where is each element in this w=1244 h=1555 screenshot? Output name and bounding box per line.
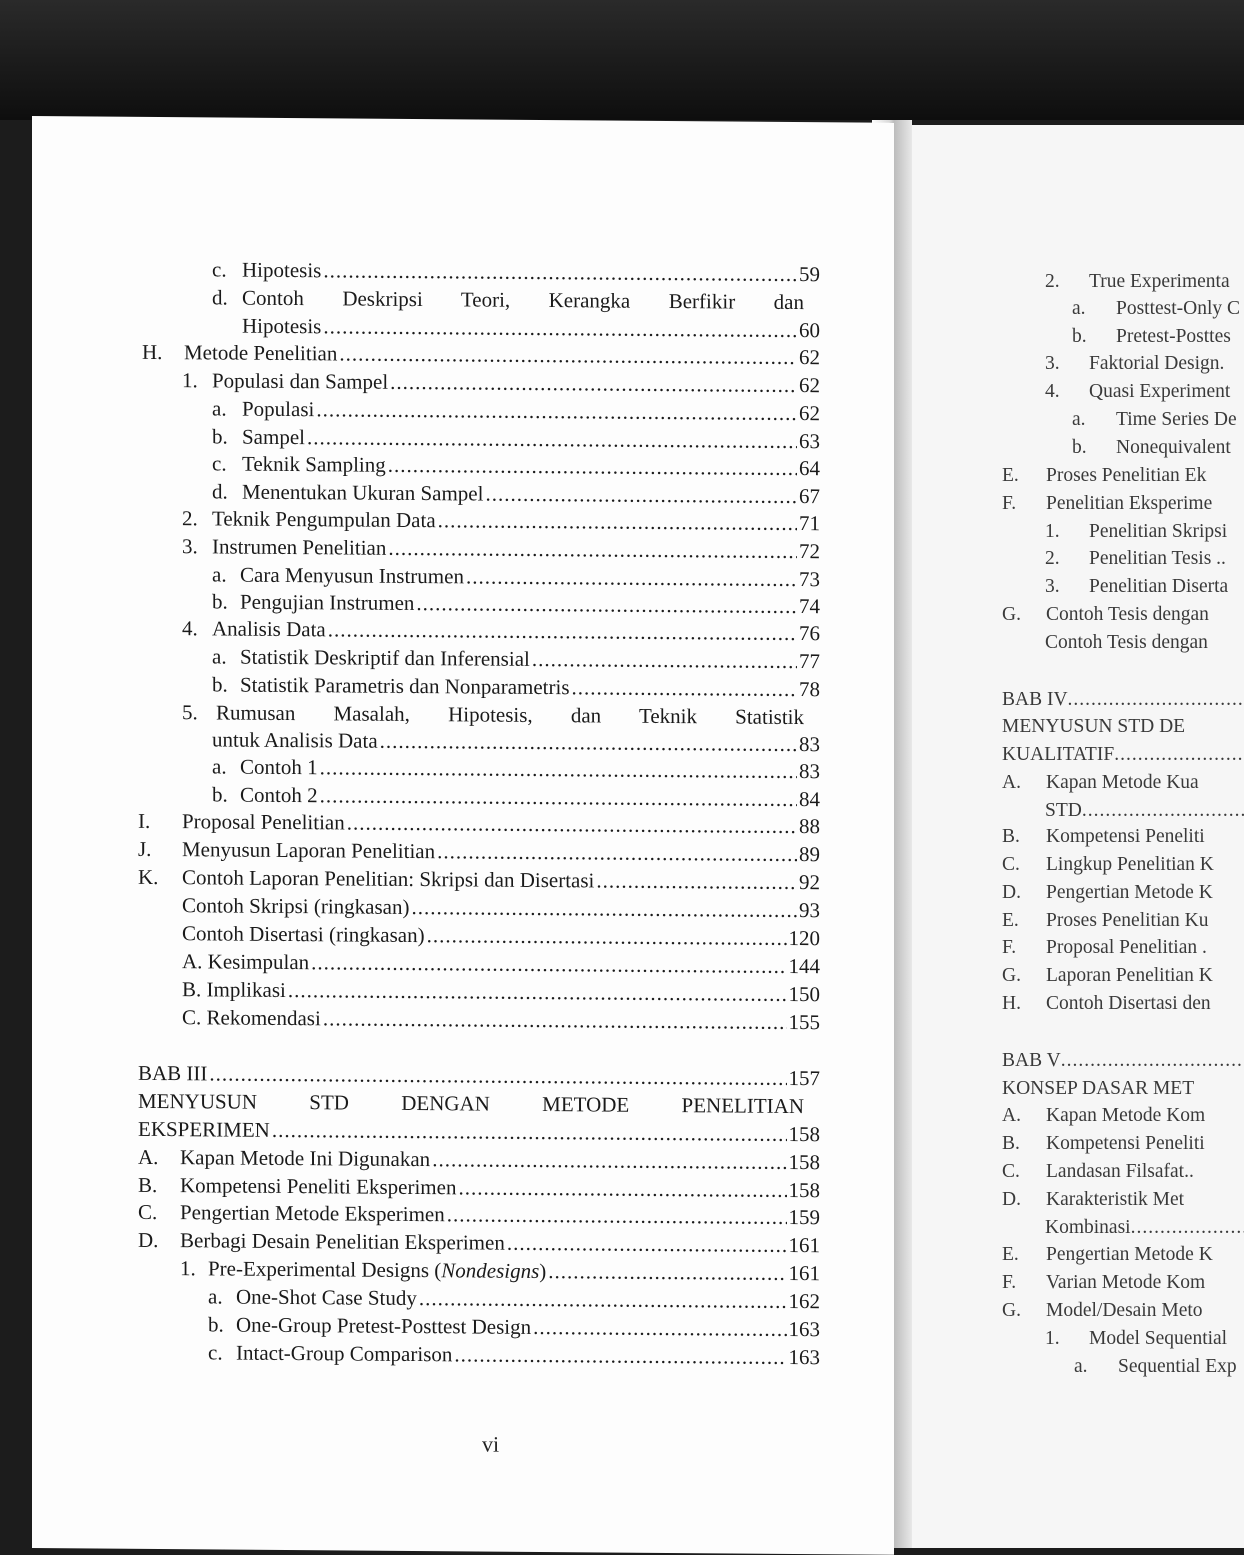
dot-leader: [437, 839, 797, 867]
toc-entry-label: B.: [138, 1173, 180, 1198]
toc-page-number: 72: [799, 539, 820, 564]
dot-leader: [447, 1202, 787, 1230]
toc-entry: [1002, 937, 1244, 965]
dot-leader: [532, 647, 797, 674]
toc-entry-label: 1.: [182, 368, 212, 393]
toc-entry: [1002, 1272, 1244, 1300]
toc-page-number: 158: [789, 1122, 821, 1147]
dot-leader: [1068, 689, 1244, 711]
toc-page-number: 64: [799, 456, 820, 481]
dot-leader: [458, 1175, 786, 1203]
toc-entry-title: Model/Desain Meto: [1046, 1300, 1203, 1322]
toc-entry-label: E.: [1002, 1244, 1046, 1266]
toc-entry-title: Model Sequential: [1089, 1328, 1227, 1350]
toc-entry: [1002, 772, 1244, 800]
toc-entry-title: True Experimenta: [1089, 271, 1230, 293]
toc-entry: [1002, 1133, 1244, 1161]
toc-entry: [1045, 1328, 1244, 1356]
dot-leader: [427, 923, 787, 951]
toc-entry-title: Pretest-Posttes: [1116, 326, 1231, 348]
toc-entry-title: Lingkup Penelitian K: [1046, 854, 1214, 876]
toc-entry: [1002, 744, 1244, 772]
toc-entry-title: Karakteristik Met: [1046, 1189, 1184, 1211]
toc-entry-title: Penelitian Eksperime: [1046, 493, 1212, 515]
toc-entry-title: BAB V: [1002, 1050, 1061, 1072]
toc-entry-title: Quasi Experiment: [1089, 381, 1230, 403]
toc-entry-label: A.: [1002, 772, 1046, 794]
toc-entry-label: a.: [1072, 298, 1116, 320]
toc-entry-title: Contoh Skripsi (ringkasan): [182, 893, 409, 920]
toc-entry-title: Contoh 2: [240, 783, 318, 809]
toc-entry: [1045, 800, 1244, 828]
toc-entry-label: 3.: [182, 534, 212, 559]
toc-page-number: 63: [799, 429, 820, 454]
dot-leader: [320, 783, 797, 812]
toc-page-number: 159: [789, 1205, 821, 1230]
scan-dark-background: [0, 0, 1244, 120]
toc-entry-label: b.: [1072, 326, 1116, 348]
dot-leader: [454, 1342, 786, 1370]
toc-entry-title: Kompetensi Peneliti Eksperimen: [180, 1173, 456, 1200]
toc-entry-label: D.: [1002, 882, 1046, 904]
toc-entry-label: J.: [138, 837, 182, 862]
toc-page-number: 120: [789, 926, 821, 951]
toc-entry-label: c.: [212, 451, 242, 476]
dot-leader: [416, 591, 797, 619]
toc-entry-label: 1.: [1045, 1328, 1089, 1350]
dot-leader: [438, 508, 797, 536]
toc-entry: [1002, 965, 1244, 993]
toc-page-number: 84: [799, 787, 820, 812]
toc-page-number: 77: [799, 649, 820, 674]
toc-page-number: 162: [789, 1289, 821, 1314]
toc-entry-label: F.: [1002, 493, 1046, 515]
toc-entry-label: 4.: [182, 616, 212, 641]
toc-entry-title: STD: [1045, 800, 1082, 822]
toc-entry-label: 3.: [1045, 576, 1089, 598]
dot-leader: [466, 564, 797, 592]
toc-entry-title: Analisis Data: [212, 616, 326, 642]
toc-entry-title: Penelitian Diserta: [1089, 576, 1228, 598]
toc-page-number: 163: [789, 1345, 821, 1370]
toc-entry-title: Contoh 1: [240, 755, 318, 781]
toc-page-number: 93: [799, 898, 820, 923]
toc-page-number: 83: [799, 759, 820, 784]
dot-leader: [419, 1286, 787, 1314]
toc-entry-title: Teknik Sampling: [242, 452, 386, 478]
left-page: [32, 116, 894, 1555]
dot-leader: [533, 1315, 786, 1342]
toc-entry-label: D.: [1002, 1189, 1046, 1211]
dot-leader: [323, 1006, 787, 1035]
toc-entry-label: C.: [138, 1200, 180, 1225]
dot-leader: [596, 868, 797, 895]
dot-leader: [323, 258, 797, 287]
toc-entry: [1002, 854, 1244, 882]
toc-entry-label: b.: [208, 1312, 236, 1337]
toc-entry: [1002, 689, 1244, 717]
page-number: vi: [482, 1432, 499, 1458]
dot-leader: [307, 425, 797, 454]
toc-entry-title: Populasi dan Sampel: [212, 368, 388, 394]
toc-entry-title: Rumusan Masalah, Hipotesis, dan Teknik Statistik: [216, 700, 804, 730]
dot-leader: [1114, 744, 1244, 766]
toc-entry-title: Hipotesis: [242, 314, 321, 340]
dot-leader: [572, 675, 797, 702]
toc-page-number: 62: [799, 401, 820, 426]
dot-leader: [485, 482, 797, 509]
toc-entry-title: Instrumen Penelitian: [212, 534, 386, 560]
toc-page-number: 73: [799, 567, 820, 592]
toc-entry: [1045, 548, 1244, 576]
toc-page-number: 161: [789, 1233, 821, 1258]
toc-entry: [1002, 465, 1244, 493]
toc-entry-label: B.: [1002, 826, 1046, 848]
dot-leader: [507, 1231, 787, 1258]
toc-entry-label: H.: [1002, 993, 1046, 1015]
dot-leader: [411, 895, 797, 923]
toc-entry-label: c.: [212, 257, 242, 282]
toc-entry-label: I.: [138, 809, 182, 834]
dot-leader: [1061, 1050, 1244, 1072]
toc-entry-title: Contoh Disertasi den: [1046, 993, 1211, 1015]
toc-page-number: 74: [799, 594, 820, 619]
toc-entry-title: Pengertian Metode Eksperimen: [180, 1200, 445, 1227]
toc-entry: [1045, 381, 1244, 409]
dot-leader: [339, 341, 797, 370]
toc-entry-title: Sampel: [242, 425, 305, 450]
toc-entry-title: Contoh Tesis dengan: [1045, 632, 1208, 654]
toc-entry-title: C. Rekomendasi: [182, 1005, 321, 1031]
toc-entry: [138, 1005, 820, 1038]
toc-entry-label: 5.: [182, 700, 216, 725]
toc-entry-title: Contoh Disertasi (ringkasan): [182, 921, 425, 948]
toc-entry-title: Menyusun Laporan Penelitian: [182, 837, 435, 864]
toc-entry-title: Pengujian Instrumen: [240, 590, 414, 616]
toc-entry-label: 4.: [1045, 381, 1089, 403]
toc-entry-title: A. Kesimpulan: [182, 949, 309, 975]
toc-entry-label: a.: [208, 1284, 236, 1309]
toc-entry-title: Proses Penelitian Ku: [1046, 910, 1208, 932]
toc-page-number: 89: [799, 842, 820, 867]
toc-page-number: 158: [789, 1150, 821, 1175]
toc-entry-label: b.: [212, 424, 242, 449]
toc-entry-label: 1.: [1045, 521, 1089, 543]
toc-entry-title: Pengertian Metode K: [1046, 882, 1213, 904]
toc-entry-label: a.: [1072, 409, 1116, 431]
toc-entry-title: Proposal Penelitian .: [1046, 937, 1207, 959]
toc-entry: [1002, 1105, 1244, 1133]
dot-leader: [272, 1118, 787, 1147]
toc-entry-title: Nonequivalent: [1116, 437, 1231, 459]
dot-leader: [1131, 1217, 1244, 1239]
toc-entry-title: Time Series De: [1116, 409, 1237, 431]
toc-entry-label: G.: [1002, 965, 1046, 987]
toc-entry: [1002, 826, 1244, 854]
toc-entry: [1045, 576, 1244, 604]
toc-entry: [1045, 521, 1244, 549]
toc-entry-title: Posttest-Only C: [1116, 298, 1240, 320]
toc-entry-label: E.: [1002, 910, 1046, 932]
toc-entry: [1002, 1244, 1244, 1272]
toc-entry: [1074, 1356, 1244, 1384]
toc-entry-title: One-Shot Case Study: [236, 1285, 417, 1311]
toc-entry-label: 1.: [180, 1256, 208, 1281]
toc-entry: [1045, 632, 1244, 660]
toc-entry-title: B. Implikasi: [182, 977, 286, 1003]
toc-page-number: 92: [799, 870, 820, 895]
toc-entry-label: A.: [1002, 1105, 1046, 1127]
toc-entry: [1002, 493, 1244, 521]
toc-entry-title: Proposal Penelitian: [182, 809, 345, 835]
toc-entry-title: BAB IV: [1002, 689, 1068, 711]
toc-entry: [1002, 993, 1244, 1021]
toc-entry-title: untuk Analisis Data: [212, 727, 378, 753]
toc-entry-title: Landasan Filsafat..: [1046, 1161, 1194, 1183]
toc-entry-title: One-Group Pretest-Posttest Design: [236, 1313, 531, 1340]
toc-entry-label: K.: [138, 865, 182, 890]
toc-entry: [208, 1340, 820, 1373]
toc-entry-title: Hipotesis: [242, 258, 321, 284]
toc-entry-label: b.: [212, 589, 240, 614]
dot-leader: [390, 370, 797, 398]
toc-entry-label: b.: [212, 782, 240, 807]
toc-entry-title: Pengertian Metode K: [1046, 1244, 1213, 1266]
toc-entry-label: 2.: [1045, 271, 1089, 293]
toc-entry-title: Kapan Metode Kua: [1046, 772, 1199, 794]
toc-entry-label: A.: [138, 1145, 180, 1170]
toc-entry-label: d.: [212, 479, 242, 504]
toc-entry-label: F.: [1002, 1272, 1046, 1294]
dot-leader: [323, 314, 797, 343]
toc-entry-title: Sequential Exp: [1118, 1356, 1237, 1378]
toc-entry: [1045, 271, 1244, 299]
dot-leader: [388, 536, 797, 564]
toc-page-number: 78: [799, 677, 820, 702]
toc-entry-title: Contoh Deskripsi Teori, Kerangka Berfikir dan: [242, 286, 804, 315]
right-page: [902, 125, 1244, 1548]
dot-leader: [316, 397, 797, 426]
toc-entry: [1002, 604, 1244, 632]
toc-entry-title: Statistik Deskriptif dan Inferensial: [240, 645, 530, 672]
toc-entry: [1045, 1217, 1244, 1245]
toc-entry: [1072, 298, 1244, 326]
toc-entry-label: C.: [1002, 854, 1046, 876]
toc-entry-title: Statistik Parametris dan Nonparametris: [240, 673, 570, 701]
toc-entry-title: Metode Penelitian: [184, 340, 337, 366]
toc-entry-label: b.: [1072, 437, 1116, 459]
dot-leader: [209, 1061, 786, 1091]
toc-page-number: 163: [789, 1317, 821, 1342]
toc-entry: [1002, 1078, 1244, 1106]
toc-entry-title: Proses Penelitian Ek: [1046, 465, 1206, 487]
toc-entry-title: Menentukan Ukuran Sampel: [242, 480, 483, 507]
toc-entry-title: BAB III: [138, 1061, 207, 1087]
toc-page-number: 76: [799, 621, 820, 646]
toc-entry-label: D.: [138, 1228, 180, 1253]
toc-entry-title: Cara Menyusun Instrumen: [240, 563, 464, 590]
toc-entry: [1002, 1161, 1244, 1189]
toc-entry-title: Kombinasi: [1045, 1217, 1131, 1239]
toc-entry-title: Varian Metode Kom: [1046, 1272, 1205, 1294]
toc-page-number: 88: [799, 814, 820, 839]
toc-page-number: 67: [799, 484, 820, 509]
toc-entry-label: b.: [212, 672, 240, 697]
toc-page-number: 158: [789, 1178, 821, 1203]
toc-entry-title: Penelitian Skripsi: [1089, 521, 1227, 543]
toc-entry-title: MENYUSUN STD DENGAN METODE PENELITIAN: [138, 1089, 804, 1119]
toc-page-number: 60: [799, 318, 820, 343]
toc-entry-title: Intact-Group Comparison: [236, 1341, 452, 1368]
toc-entry: [1002, 1189, 1244, 1217]
toc-entry-title: Kompetensi Peneliti: [1046, 826, 1205, 848]
dot-leader: [288, 978, 787, 1007]
toc-entry-label: H.: [142, 340, 184, 365]
toc-entry-title: Penelitian Tesis ..: [1089, 548, 1226, 570]
toc-entry-title: Faktorial Design.: [1089, 353, 1224, 375]
toc-entry-title: Kompetensi Peneliti: [1046, 1133, 1205, 1155]
toc-page-number: 161: [789, 1261, 821, 1286]
toc-entry-label: a.: [212, 644, 240, 669]
toc-entry: [1002, 882, 1244, 910]
table-of-contents: [32, 116, 894, 1555]
toc-entry-label: 2.: [182, 506, 212, 531]
toc-entry-title: Teknik Pengumpulan Data: [212, 506, 436, 533]
toc-entry-title: KUALITATIF: [1002, 744, 1114, 766]
toc-page-number: 71: [799, 511, 820, 536]
dot-leader: [1082, 800, 1244, 822]
toc-entry-title: Kapan Metode Ini Digunakan: [180, 1145, 430, 1172]
toc-page-number: 150: [789, 982, 821, 1007]
toc-entry-title: Pre-Experimental Designs (Nondesigns): [208, 1256, 546, 1284]
toc-entry-title: Contoh Laporan Penelitian: Skripsi dan Disertasi: [182, 865, 594, 893]
toc-entry: [1072, 326, 1244, 354]
toc-entry-title: Kapan Metode Kom: [1046, 1105, 1205, 1127]
toc-entry-label: E.: [1002, 465, 1046, 487]
toc-entry-label: a.: [1074, 1356, 1118, 1378]
toc-page-number: 62: [799, 345, 820, 370]
toc-entry-label: 3.: [1045, 353, 1089, 375]
toc-page-number: 59: [799, 262, 820, 287]
toc-entry-label: G.: [1002, 1300, 1046, 1322]
toc-page-number: 144: [789, 954, 821, 979]
toc-entry: [1002, 1050, 1244, 1078]
toc-entry-label: F.: [1002, 937, 1046, 959]
toc-entry-label: B.: [1002, 1133, 1046, 1155]
toc-entry: [1002, 716, 1244, 744]
toc-entry-title: Populasi: [242, 397, 314, 423]
dot-leader: [320, 755, 797, 784]
toc-entry-label: a.: [212, 562, 240, 587]
toc-entry-label: G.: [1002, 604, 1046, 626]
toc-entry-label: c.: [208, 1340, 236, 1365]
toc-page-number: 157: [789, 1066, 821, 1091]
toc-entry-label: a.: [212, 754, 240, 779]
toc-page-number: 83: [799, 732, 820, 757]
toc-entry-title: EKSPERIMEN: [138, 1117, 270, 1143]
dot-leader: [347, 810, 797, 839]
toc-entry-title: MENYUSUN STD DE: [1002, 716, 1185, 738]
toc-page-number: 155: [789, 1010, 821, 1035]
toc-entry: [1002, 1300, 1244, 1328]
toc-entry-label: 2.: [1045, 548, 1089, 570]
dot-leader: [548, 1259, 786, 1286]
toc-entry-label: C.: [1002, 1161, 1046, 1183]
toc-entry-title: KONSEP DASAR MET: [1002, 1078, 1194, 1100]
dot-leader: [311, 950, 786, 979]
dot-leader: [388, 453, 797, 481]
toc-entry-label: d.: [212, 285, 242, 310]
toc-entry-title: Contoh Tesis dengan: [1046, 604, 1209, 626]
dot-leader: [380, 729, 797, 757]
toc-entry: [1072, 437, 1244, 465]
toc-entry: [1072, 409, 1244, 437]
dot-leader: [328, 617, 797, 646]
toc-entry: [1002, 910, 1244, 938]
toc-entry-title: Laporan Penelitian K: [1046, 965, 1213, 987]
toc-page-number: 62: [799, 373, 820, 398]
toc-entry: [1045, 353, 1244, 381]
dot-leader: [432, 1147, 786, 1175]
toc-entry-label: a.: [212, 396, 242, 421]
toc-entry-title: Berbagi Desain Penelitian Eksperimen: [180, 1228, 505, 1256]
